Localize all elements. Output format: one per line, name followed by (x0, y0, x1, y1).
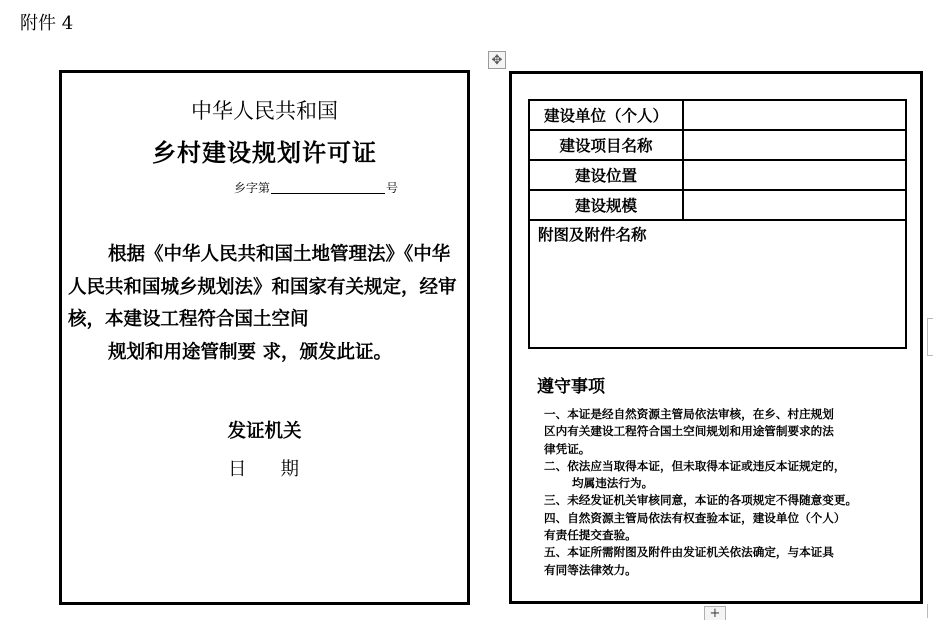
date-char-1: 日 (228, 459, 247, 480)
body-line-4: 规划和用途管制要 求，颁发此证。 (108, 341, 392, 363)
table-move-handle-icon[interactable]: ✥ (488, 51, 506, 69)
notes-title: 遵守事项 (537, 377, 605, 397)
note-line: 二、依法应当取得本证，但未取得本证或违反本证规定的， (544, 458, 846, 473)
scale-value-cell[interactable] (683, 190, 906, 220)
certificate-body-text (68, 239, 468, 369)
project-name-label: 建设项目名称 (529, 130, 683, 160)
certificate-number-line (234, 179, 398, 196)
project-name-value-cell[interactable] (683, 130, 906, 160)
table-row (529, 130, 906, 160)
note-line: 区内有关建设工程符合国土空间规划和用途管制要求的法 (544, 424, 834, 439)
body-line-1: 根据《中华人民共和国土地管理法》《中华 (108, 244, 451, 265)
date-char-2: 期 (280, 459, 300, 480)
table-row (529, 190, 906, 220)
issue-date-label (228, 455, 299, 481)
note-line: 有同等法律效力。 (544, 562, 637, 577)
note-line: 律凭证。 (544, 441, 591, 456)
note-line: 三、未经发证机关审核同意，本证的各项规定不得随意变更。 (544, 493, 858, 508)
builder-label: 建设单位（个人） (529, 100, 683, 130)
project-info-table (528, 99, 907, 349)
certificate-details-panel (509, 71, 923, 604)
table-row (529, 220, 906, 348)
builder-value-cell[interactable] (683, 100, 906, 130)
attachments-cell[interactable]: 附图及附件名称 (529, 220, 906, 348)
table-row (529, 160, 906, 190)
number-prefix: 乡字第 (234, 181, 271, 195)
note-line: 一、本证是经自然资源主管局依法审核，在乡、村庄规划 (544, 407, 834, 421)
note-line: 五、本证所需附图及附件由发证机关依法确定，与本证具 (544, 545, 834, 560)
country-name: 中华人民共和国 (191, 99, 338, 123)
issuing-authority-label: 发证机关 (227, 421, 302, 442)
scale-label: 建设规模 (529, 190, 683, 220)
certificate-cover-panel (59, 70, 470, 605)
note-line: 有责任提交查验。 (544, 528, 637, 543)
number-blank (271, 181, 385, 194)
table-row (529, 100, 906, 130)
certificate-title: 乡村建设规划许可证 (152, 139, 377, 167)
table-resize-marker[interactable] (927, 318, 933, 356)
note-line: 四、自然资源主管局依法有权查验本证，建设单位（个人） (544, 510, 846, 525)
note-line: 均属违法行为。 (572, 476, 654, 491)
number-suffix: 号 (386, 181, 399, 195)
attachment-label: 附件 4 (20, 13, 74, 34)
body-line-3: 核，本建设工程符合国土空间 (68, 309, 309, 330)
notes-list (544, 406, 876, 579)
location-value-cell[interactable] (683, 160, 906, 190)
location-label: 建设位置 (529, 160, 683, 190)
page-edge-marker (927, 604, 933, 618)
add-row-handle-icon[interactable]: + (704, 606, 726, 620)
body-line-2: 人民共和国城乡规划法》和国家有关规定，经审 (68, 276, 457, 298)
